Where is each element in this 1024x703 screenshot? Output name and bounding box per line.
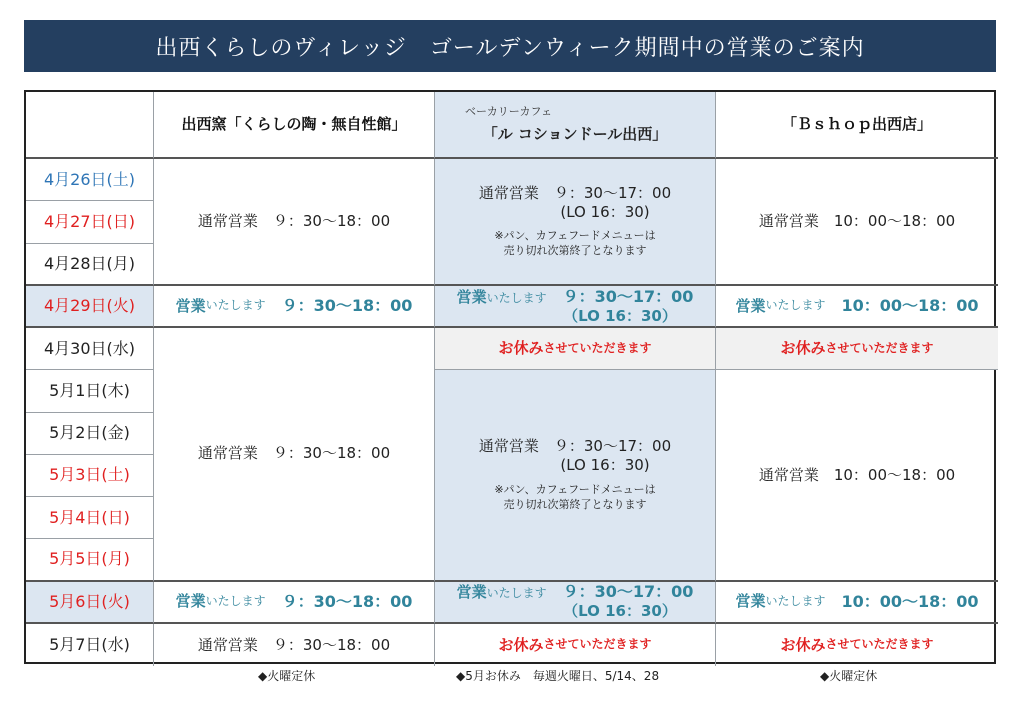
open-time: 10：00～18：00 xyxy=(841,591,979,611)
bshop-closed xyxy=(716,328,998,370)
open-label: 営業 xyxy=(735,592,766,611)
footer-note-kiln: ◆火曜定休 xyxy=(258,669,316,683)
header-bakery-name: 「ル コションドール出西」 xyxy=(482,125,668,143)
bakery-special-hours xyxy=(435,582,716,624)
bakery-normal-hours xyxy=(435,370,716,581)
bakery-note xyxy=(494,229,655,259)
closed-label: お休み xyxy=(498,635,544,654)
kiln-special-hours xyxy=(154,286,435,328)
bshop-normal-hours: 通常営業 10：00～18：00 xyxy=(716,159,998,286)
open-time: ９：30～18：00 xyxy=(281,295,413,315)
closed-label-small: させていただきます xyxy=(825,341,934,356)
kiln-normal-hours: 通常営業 ９：30～18：00 xyxy=(154,328,435,582)
closed-label-small: させていただきます xyxy=(543,637,652,652)
bakery-note-line2: 売り切れ次第終了となります xyxy=(503,244,647,258)
date-cell: 4月26日(土) xyxy=(26,159,154,201)
open-lo: （LO 16：30） xyxy=(563,306,677,325)
open-time: ９：30～17：00 xyxy=(562,582,694,602)
date-cell: 4月28日(月) xyxy=(26,244,154,286)
footer-note-bshop: ◆火曜定休 xyxy=(820,669,878,683)
header-kiln: 出西窯「くらしの陶・無自性館」 xyxy=(154,92,435,159)
date-cell: 5月4日(日) xyxy=(26,497,154,539)
open-label-small: いたします xyxy=(486,586,547,601)
date-cell: 5月5日(月) xyxy=(26,539,154,581)
header-corner xyxy=(26,92,154,159)
bakery-lo: (LO 16：30) xyxy=(560,202,650,221)
open-time: 10：00～18：00 xyxy=(841,295,979,315)
bakery-note-line1: ※パン、カフェフードメニューは xyxy=(494,229,656,243)
bakery-note xyxy=(494,483,655,513)
bakery-note-line2: 売り切れ次第終了となります xyxy=(503,497,647,511)
open-time: ９：30～17：00 xyxy=(562,286,694,306)
date-cell: 5月7日(水) xyxy=(26,624,154,666)
open-lo: （LO 16：30） xyxy=(563,602,677,621)
open-label-small: いたします xyxy=(765,594,826,609)
header-bshop: 「Ｂｓｈｏｐ出西店」 xyxy=(716,92,998,159)
open-label-small: いたします xyxy=(205,298,266,313)
closed-label-small: させていただきます xyxy=(543,341,652,356)
bakery-closed xyxy=(435,624,716,666)
bakery-hours: 通常営業 ９：30～17：00 xyxy=(478,437,672,456)
bakery-closed xyxy=(435,328,716,370)
kiln-normal-hours: 通常営業 ９：30～18：00 xyxy=(154,624,435,666)
kiln-normal-hours: 通常営業 ９：30～18：00 xyxy=(154,159,435,286)
footer-note-bakery: ◆5月お休み 毎週火曜日、5/14、28 xyxy=(456,669,660,683)
kiln-special-hours xyxy=(154,582,435,624)
bshop-closed xyxy=(716,624,998,666)
date-cell: 5月6日(火) xyxy=(26,582,154,624)
header-bakery xyxy=(435,92,716,159)
open-label: 営業 xyxy=(175,592,206,611)
bakery-normal-hours xyxy=(435,159,716,286)
open-time: ９：30～18：00 xyxy=(281,591,413,611)
open-label: 営業 xyxy=(456,287,487,306)
open-label: 営業 xyxy=(175,296,206,315)
closed-label: お休み xyxy=(780,339,826,358)
bshop-special-hours xyxy=(716,582,998,624)
open-label-small: いたします xyxy=(765,298,826,313)
bakery-hours: 通常営業 ９：30～17：00 xyxy=(478,183,672,202)
closed-label: お休み xyxy=(498,339,544,358)
bakery-lo: (LO 16：30) xyxy=(560,456,650,475)
open-label-small: いたします xyxy=(486,290,547,305)
bshop-normal-hours: 通常営業 10：00～18：00 xyxy=(716,370,998,581)
page-title-banner xyxy=(24,20,996,72)
header-bakery-sub: ベーカリーカフェ xyxy=(465,105,553,119)
page-title: 出西くらしのヴィレッジ ゴールデンウィーク期間中の営業のご案内 xyxy=(155,35,865,61)
date-cell: 4月27日(日) xyxy=(26,201,154,243)
bshop-special-hours xyxy=(716,286,998,328)
closed-label-small: させていただきます xyxy=(825,637,934,652)
date-cell: 4月29日(火) xyxy=(26,286,154,328)
bakery-note-line1: ※パン、カフェフードメニューは xyxy=(494,482,656,496)
date-cell: 5月3日(土) xyxy=(26,455,154,497)
date-cell: 5月1日(木) xyxy=(26,370,154,412)
bakery-special-hours xyxy=(435,286,716,328)
open-label: 営業 xyxy=(456,583,487,602)
schedule-table xyxy=(24,90,996,664)
date-cell: 4月30日(水) xyxy=(26,328,154,370)
open-label: 営業 xyxy=(735,296,766,315)
date-cell: 5月2日(金) xyxy=(26,413,154,455)
open-label-small: いたします xyxy=(205,594,266,609)
closed-label: お休み xyxy=(780,635,826,654)
